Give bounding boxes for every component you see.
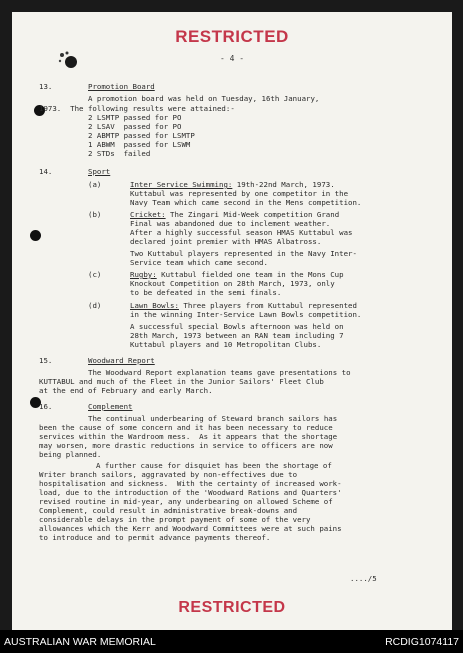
section-16-number: 16.: [39, 402, 53, 411]
s15-line-2: KUTTABUL and much of the Fleet in the Junior Sailors' Fleet Club: [39, 377, 324, 386]
s15-line-1: The Woodward Report explanation teams gave presentations to: [88, 368, 351, 377]
document-page: [12, 12, 452, 630]
s16-p2-line: Complement, could result in administrative break-downs and: [39, 506, 298, 515]
s16-p1-line: being planned.: [39, 450, 102, 459]
section-16-heading: Complement: [88, 402, 133, 411]
item-d-line-2: in the winning Inter-Service Lawn Bowls competition.: [130, 310, 362, 319]
item-c-line-3: to be defeated in the semi finals.: [130, 288, 282, 297]
restricted-stamp-top: RESTRICTED: [175, 27, 289, 46]
restricted-stamp-bottom: RESTRICTED: [178, 599, 286, 616]
item-b-line-1: The Zingari Mid-Week competition Grand: [165, 210, 340, 219]
footer-record-id: RCDIG1074117: [385, 636, 459, 648]
item-b-title: Cricket:: [130, 210, 166, 219]
page-number: - 4 -: [219, 54, 245, 63]
s15-line-3: at the end of February and early March.: [39, 386, 213, 395]
s16-p2-line: A further cause for disquiet has been the shortage of: [96, 461, 332, 470]
item-d-label: (d): [88, 301, 102, 310]
item-a-line-3: Navy Team which came second in the Mens competition.: [130, 198, 362, 207]
s13-intro-line-2: 1973. The following results were attained:-: [39, 104, 235, 113]
continued-marker: ..../5: [350, 574, 377, 583]
section-15-heading: Woodward Report: [88, 356, 155, 365]
ink-blot: [56, 50, 82, 70]
s16-p2-line: Writer branch sailors, aggravated by non-effectives due to: [39, 470, 298, 479]
section-14-number: 14.: [39, 167, 53, 176]
s16-p2-line: revised routine in mid-year, any underbearing on allowed Scheme of: [39, 497, 333, 506]
item-c-line-2: Knockout Competition on 28th March, 1973, only: [130, 279, 335, 288]
item-d-line-4: 28th March, 1973 between an RAN team including 7: [130, 331, 344, 340]
footer-source: AUSTRALIAN WAR MEMORIAL: [4, 636, 156, 648]
s16-p2-line: to introduce and to permit advance payments thereof.: [39, 533, 271, 542]
item-b-line-6: Service team which came second.: [130, 258, 268, 267]
item-c-title: Rugby:: [130, 270, 157, 279]
s16-p2-line: load, due to the introduction of the 'Woodward Rations and Quarters': [39, 488, 342, 497]
s16-p1-line: been the cause of some concern and it has been necessary to reduce: [39, 423, 333, 432]
section-14-heading: Sport: [88, 167, 111, 176]
item-b-line-2: Final was abandoned due to inclement weather.: [130, 219, 331, 228]
result-line: 2 ABMTP passed for LSMTP: [88, 131, 195, 140]
item-a-line-2: Kuttabul was represented by one competitor in the: [130, 189, 349, 198]
item-d-title: Lawn Bowls:: [130, 301, 179, 310]
item-b-line-4: declared joint premier with HMAS Albatross.: [130, 237, 322, 246]
item-d-line-5: Kuttabul players and 10 Metropolitan Clubs.: [130, 340, 322, 349]
section-13-heading: Promotion Board: [88, 82, 155, 91]
result-line: 1 ABWM passed for LSWM: [88, 140, 191, 149]
s16-p2-line: hospitalisation and sickness. With the certainty of increased work-: [39, 479, 342, 488]
item-a-label: (a): [88, 180, 102, 189]
punch-hole-middle: [30, 230, 41, 241]
result-line: 2 LSAV passed for PO: [88, 122, 182, 131]
item-d-line-1: Three players from Kuttabul represented: [178, 301, 357, 310]
s16-p1-line: services within the Wardroom mess. As it appears that the shortage: [39, 432, 338, 441]
item-d-line-3: A successful special Bowls afternoon was held on: [130, 322, 344, 331]
section-13-number: 13.: [39, 82, 53, 91]
item-b-label: (b): [88, 210, 102, 219]
footer-bar: [0, 630, 463, 653]
result-line: 2 STDs failed: [88, 149, 151, 158]
item-b-line-5: Two Kuttabul players represented in the Navy Inter-: [130, 249, 357, 258]
result-line: 2 LSMTP passed for PO: [88, 113, 182, 122]
item-b-line-3: After a highly successful season HMAS Kuttabul was: [130, 228, 353, 237]
s16-p1-line: The continual underbearing of Steward branch sailors has: [88, 414, 338, 423]
item-c-label: (c): [88, 270, 102, 279]
s16-p2-line: allowances which the Kerr and Woodward Committees were at such pains: [39, 524, 342, 533]
s16-p2-line: considerable delays in the prompt payment of some of the very: [39, 515, 311, 524]
item-c-line-1: Kuttabul fielded one team in the Mons Cup: [156, 270, 344, 279]
item-a-title: Inter Service Swimming:: [130, 180, 233, 189]
section-15-number: 15.: [39, 356, 53, 365]
s16-p1-line: may worsen, more drastic reductions in service to officers are now: [39, 441, 333, 450]
s13-intro-line-1: A promotion board was held on Tuesday, 16th January,: [88, 94, 320, 103]
item-a-line-1: 19th-22nd March, 1973.: [232, 180, 335, 189]
